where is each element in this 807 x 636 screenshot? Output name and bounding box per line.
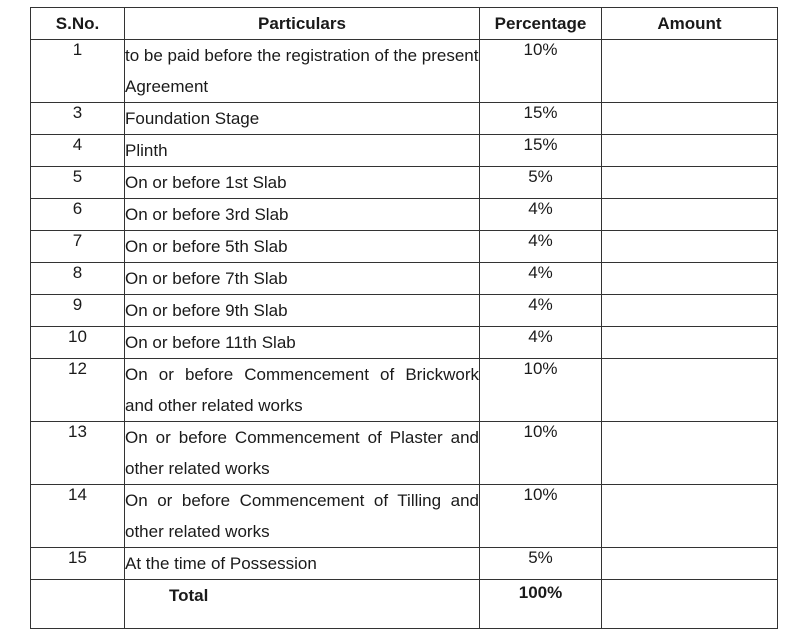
particulars-cell: On or before 7th Slab (125, 263, 480, 295)
particulars-cell: Foundation Stage (125, 103, 480, 135)
particulars-cell: Plinth (125, 135, 480, 167)
table-row (31, 103, 778, 135)
table-row (31, 231, 778, 263)
particulars-cell: to be paid before the registration of the present Agreement (125, 40, 480, 103)
header-sno: S.No. (31, 8, 125, 40)
amount-cell (602, 295, 778, 327)
amount-cell (602, 422, 778, 485)
amount-cell (602, 359, 778, 422)
particulars-cell: On or before 9th Slab (125, 295, 480, 327)
particulars-cell: On or before Commencement of Plaster and other related works (125, 422, 480, 485)
particulars-cell: On or before Commencement of Tilling and other related works (125, 485, 480, 548)
percentage-cell: 5% (480, 548, 602, 580)
table-row (31, 263, 778, 295)
particulars-cell: On or before 1st Slab (125, 167, 480, 199)
percentage-cell: 15% (480, 103, 602, 135)
percentage-cell: 15% (480, 135, 602, 167)
percentage-cell: 10% (480, 40, 602, 103)
table-row (31, 359, 778, 422)
sno-cell: 5 (31, 167, 125, 199)
sno-cell: 15 (31, 548, 125, 580)
header-row (31, 8, 778, 40)
percentage-cell: 4% (480, 199, 602, 231)
header-percentage: Percentage (480, 8, 602, 40)
amount-cell (602, 548, 778, 580)
amount-cell (602, 103, 778, 135)
table-row (31, 135, 778, 167)
sno-cell: 13 (31, 422, 125, 485)
sno-cell: 4 (31, 135, 125, 167)
sno-cell: 9 (31, 295, 125, 327)
table-row (31, 167, 778, 199)
header-amount: Amount (602, 8, 778, 40)
total-sno-cell (31, 580, 125, 629)
total-row (31, 580, 778, 629)
amount-cell (602, 327, 778, 359)
amount-cell (602, 231, 778, 263)
header-particulars: Particulars (125, 8, 480, 40)
percentage-cell: 10% (480, 422, 602, 485)
sno-cell: 10 (31, 327, 125, 359)
table-row (31, 40, 778, 103)
table-row (31, 548, 778, 580)
percentage-cell: 4% (480, 231, 602, 263)
sno-cell: 6 (31, 199, 125, 231)
amount-cell (602, 40, 778, 103)
amount-cell (602, 199, 778, 231)
particulars-cell: On or before 3rd Slab (125, 199, 480, 231)
percentage-cell: 5% (480, 167, 602, 199)
sno-cell: 1 (31, 40, 125, 103)
percentage-cell: 10% (480, 485, 602, 548)
total-percentage-cell: 100% (480, 580, 602, 629)
total-amount-cell (602, 580, 778, 629)
total-label-cell: Total (125, 580, 480, 629)
amount-cell (602, 167, 778, 199)
table-footer (31, 580, 778, 629)
particulars-cell: On or before Commencement of Brickwork and other related works (125, 359, 480, 422)
amount-cell (602, 263, 778, 295)
percentage-cell: 4% (480, 295, 602, 327)
percentage-cell: 10% (480, 359, 602, 422)
percentage-cell: 4% (480, 263, 602, 295)
table-row (31, 422, 778, 485)
particulars-cell: On or before 5th Slab (125, 231, 480, 263)
percentage-cell: 4% (480, 327, 602, 359)
table-row (31, 199, 778, 231)
sno-cell: 14 (31, 485, 125, 548)
payment-schedule-table (30, 7, 778, 629)
table-row (31, 485, 778, 548)
sno-cell: 8 (31, 263, 125, 295)
amount-cell (602, 135, 778, 167)
table-header (31, 8, 778, 40)
amount-cell (602, 485, 778, 548)
particulars-cell: At the time of Possession (125, 548, 480, 580)
sno-cell: 12 (31, 359, 125, 422)
table-body (31, 40, 778, 580)
table-row (31, 327, 778, 359)
particulars-cell: On or before 11th Slab (125, 327, 480, 359)
sno-cell: 3 (31, 103, 125, 135)
table-row (31, 295, 778, 327)
sno-cell: 7 (31, 231, 125, 263)
